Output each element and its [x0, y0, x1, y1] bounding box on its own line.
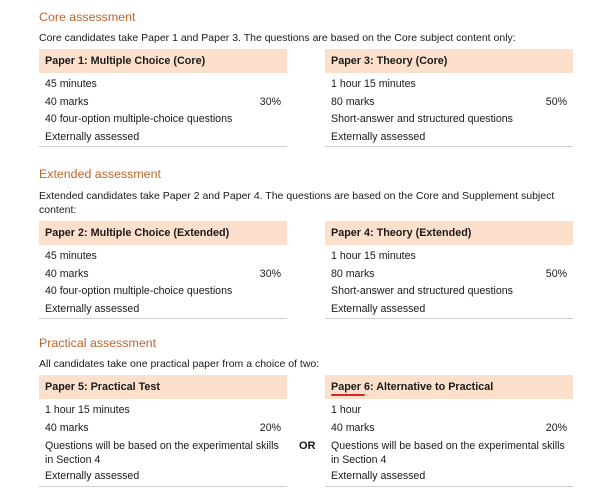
paper-1-weight: 30%	[259, 95, 281, 108]
paper-4-title: Paper 4: Theory (Extended)	[325, 221, 573, 245]
paper-3-box	[325, 49, 573, 147]
practical-assessment-intro: All candidates take one practical paper from a choice of two:	[39, 358, 320, 370]
paper-6-duration: 1 hour	[331, 404, 362, 416]
practical-assessment-title: Practical assessment	[39, 336, 157, 350]
paper-2-marks: 40 marks	[45, 267, 89, 280]
paper-3-title: Paper 3: Theory (Core)	[325, 49, 573, 73]
paper-4-questions: Short-answer and structured questions	[331, 285, 513, 297]
paper-3-questions: Short-answer and structured questions	[331, 113, 513, 125]
paper-5-title: Paper 5: Practical Test	[39, 375, 287, 399]
paper-5-duration: 1 hour 15 minutes	[45, 404, 130, 416]
extended-assessment-intro: Extended candidates take Paper 2 and Paper 4. The questions are based on the Core and Supplement subject content:	[39, 190, 555, 216]
core-assessment-title: Core assessment	[39, 10, 136, 24]
paper-5-weight: 20%	[259, 421, 281, 434]
or-label: OR	[299, 440, 316, 452]
paper-5-assessed: Externally assessed	[45, 470, 140, 482]
paper-1-title: Paper 1: Multiple Choice (Core)	[39, 49, 287, 73]
paper-3-assessed: Externally assessed	[331, 130, 426, 143]
paper-2-questions: 40 four-option multiple-choice questions	[45, 285, 233, 297]
paper-4-assessed: Externally assessed	[331, 302, 426, 315]
core-assessment-intro: Core candidates take Paper 1 and Paper 3. The questions are based on the Core subject content only:	[39, 32, 516, 44]
paper-1-box	[39, 49, 287, 147]
paper-6-box	[325, 375, 573, 487]
paper-3-duration: 1 hour 15 minutes	[331, 78, 416, 90]
paper-4-duration: 1 hour 15 minutes	[331, 250, 416, 262]
paper-1-assessed: Externally assessed	[45, 130, 140, 143]
paper-1-duration: 45 minutes	[45, 78, 97, 90]
paper-2-box	[39, 221, 287, 319]
paper-3-marks: 80 marks	[331, 95, 375, 108]
paper-2-duration: 45 minutes	[45, 250, 97, 262]
paper-6-underline-annotation	[331, 394, 365, 396]
paper-6-title: Paper 6: Alternative to Practical	[325, 375, 573, 399]
paper-4-box	[325, 221, 573, 319]
paper-6-assessed: Externally assessed	[331, 470, 426, 482]
paper-3-weight: 50%	[545, 95, 567, 108]
paper-2-assessed: Externally assessed	[45, 302, 140, 315]
paper-5-questions: Questions will be based on the experimental skills in Section 4	[45, 440, 279, 466]
paper-4-weight: 50%	[545, 267, 567, 280]
paper-5-box	[39, 375, 287, 487]
paper-1-marks: 40 marks	[45, 95, 89, 108]
extended-assessment-title: Extended assessment	[39, 167, 161, 181]
paper-6-marks: 40 marks	[331, 421, 375, 434]
paper-1-questions: 40 four-option multiple-choice questions	[45, 113, 233, 125]
paper-6-weight: 20%	[545, 421, 567, 434]
paper-6-questions: Questions will be based on the experimental skills in Section 4	[331, 440, 565, 466]
paper-2-weight: 30%	[259, 267, 281, 280]
paper-2-title: Paper 2: Multiple Choice (Extended)	[39, 221, 287, 245]
paper-5-marks: 40 marks	[45, 421, 89, 434]
paper-4-marks: 80 marks	[331, 267, 375, 280]
